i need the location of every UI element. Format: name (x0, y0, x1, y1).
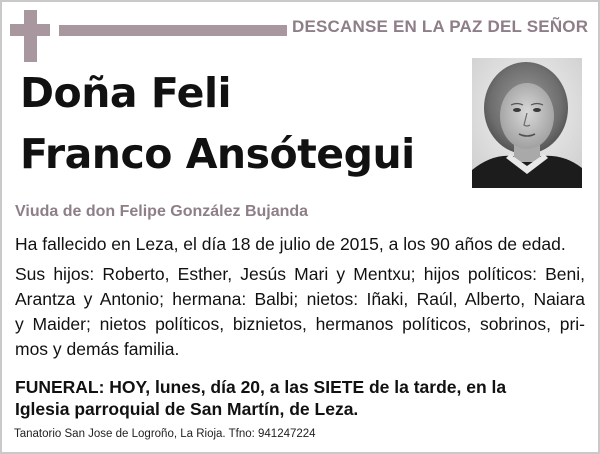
funeral-line1: FUNERAL: HOY, lunes, día 20, a las SIETE de la tarde, en la (15, 377, 507, 397)
funeral-home-contact: Tanatorio San Jose de Logroño, La Rioja. Tfno: 941247224 (14, 428, 316, 440)
portrait-photo (472, 58, 582, 188)
family-line: Sus hijos: Roberto, Esther, Jesús Mari y Mentxu; hijos políticos: Beni, (15, 264, 585, 284)
header-rule (59, 25, 287, 36)
funeral-line2: Iglesia parroquial de San Martín, de Leza. (15, 399, 359, 419)
death-notice: Ha fallecido en Leza, el día 18 de julio de 2015, a los 90 años de edad. (15, 234, 566, 254)
family-list (15, 262, 585, 362)
deceased-name-line2: Franco Ansótegui (20, 130, 415, 178)
header-title: DESCANSE EN LA PAZ DEL SEÑOR (292, 17, 589, 36)
family-line: y Maider; nietos políticos, biznietos, hermanos políticos, sobrinos, pri- (15, 314, 585, 334)
family-line: mos y demás familia. (15, 339, 180, 359)
family-line: Arantza y Antonio; hermana: Balbi; nietos: Iñaki, Raúl, Alberto, Naiara (15, 289, 585, 309)
deceased-name-line1: Doña Feli (20, 69, 232, 117)
funeral-info (15, 376, 585, 420)
widow-of-line: Viuda de don Felipe González Bujanda (15, 203, 309, 220)
